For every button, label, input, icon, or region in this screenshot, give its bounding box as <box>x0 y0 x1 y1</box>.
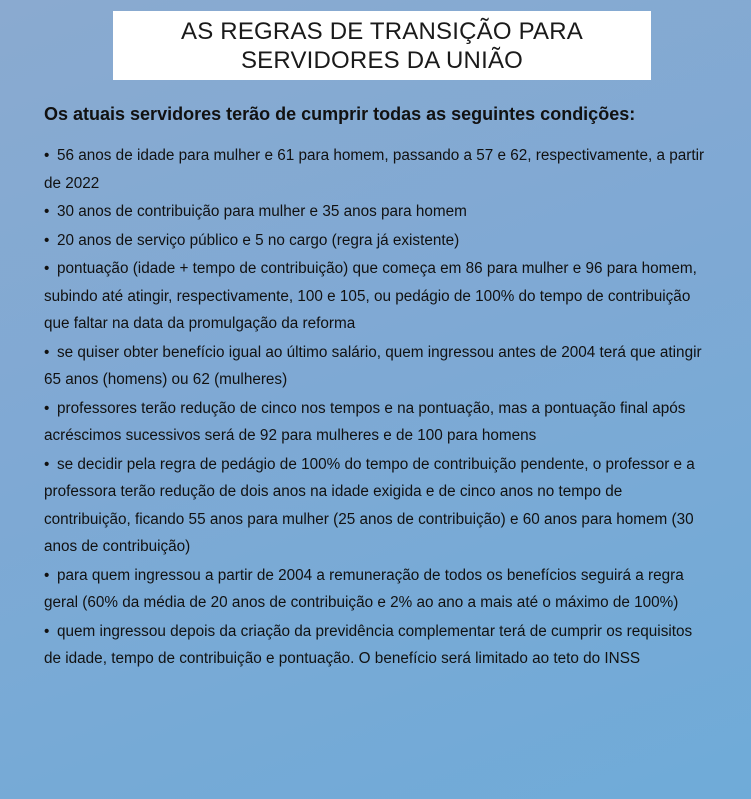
list-item <box>44 255 712 338</box>
lead-heading: Os atuais servidores terão de cumprir todas as seguintes condições: <box>44 104 636 124</box>
list-item-text: 30 anos de contribuição para mulher e 35 anos para homem <box>57 203 467 220</box>
conditions-list <box>44 142 712 674</box>
list-item-text: 20 anos de serviço público e 5 no cargo (regra já existente) <box>57 231 460 249</box>
bullet-icon: • <box>44 260 50 277</box>
list-item <box>44 198 712 226</box>
list-item <box>44 395 712 450</box>
bullet-icon: • <box>44 343 50 361</box>
title-box <box>113 11 651 80</box>
list-item <box>44 227 712 255</box>
bullet-icon: • <box>44 455 50 473</box>
bullet-icon: • <box>44 566 50 584</box>
bullet-icon: • <box>44 231 50 249</box>
list-item <box>44 562 712 617</box>
title-line-1: AS REGRAS DE TRANSIÇÃO PARA <box>181 17 583 45</box>
list-item-text: pontuação (idade + tempo de contribuição) que começa em 86 para mulher e 96 para homem, subindo até atingir, respectivamente, 100 e 105, ou pedágio de 100% do tempo de contribuição que faltar na data da promulgação da reforma <box>44 260 697 332</box>
list-item-text: 56 anos de idade para mulher e 61 para homem, passando a 57 e 62, respectivamente, a partir de 2022 <box>44 147 705 192</box>
bullet-icon: • <box>44 203 50 220</box>
bullet-icon: • <box>44 147 50 164</box>
bullet-icon: • <box>44 622 50 640</box>
bullet-icon: • <box>44 399 50 417</box>
list-item <box>44 451 712 561</box>
title-line-2: SERVIDORES DA UNIÃO <box>240 46 524 74</box>
list-item-text: se decidir pela regra de pedágio de 100% do tempo de contribuição pendente, o professor e a professora terão redução de dois anos na idade exigida e de cinco anos no tempo de contribuição, ficando 55 anos para mulher (25 anos de contribuição) e 60 anos para homem (30 anos de contribuição) <box>44 455 695 555</box>
list-item-text: se quiser obter benefício igual ao último salário, quem ingressou antes de 2004 terá que atingir 65 anos (homens) ou 62 (mulheres) <box>44 343 702 388</box>
list-item-text: para quem ingressou a partir de 2004 a remuneração de todos os benefícios seguirá a regra geral (60% da média de 20 anos de contribuição e 2% ao ano a mais até o máximo de 100%) <box>44 566 684 611</box>
list-item <box>44 339 712 394</box>
list-item <box>44 618 712 673</box>
list-item <box>44 142 712 197</box>
list-item-text: professores terão redução de cinco nos tempos e na pontuação, mas a pontuação final após acréscimos sucessivos será de 92 para mulheres e de 100 para homens <box>44 399 686 444</box>
list-item-text: quem ingressou depois da criação da previdência complementar terá de cumprir os requisitos de idade, tempo de contribuição e pontuação. O benefício será limitado ao teto do INSS <box>44 622 693 667</box>
